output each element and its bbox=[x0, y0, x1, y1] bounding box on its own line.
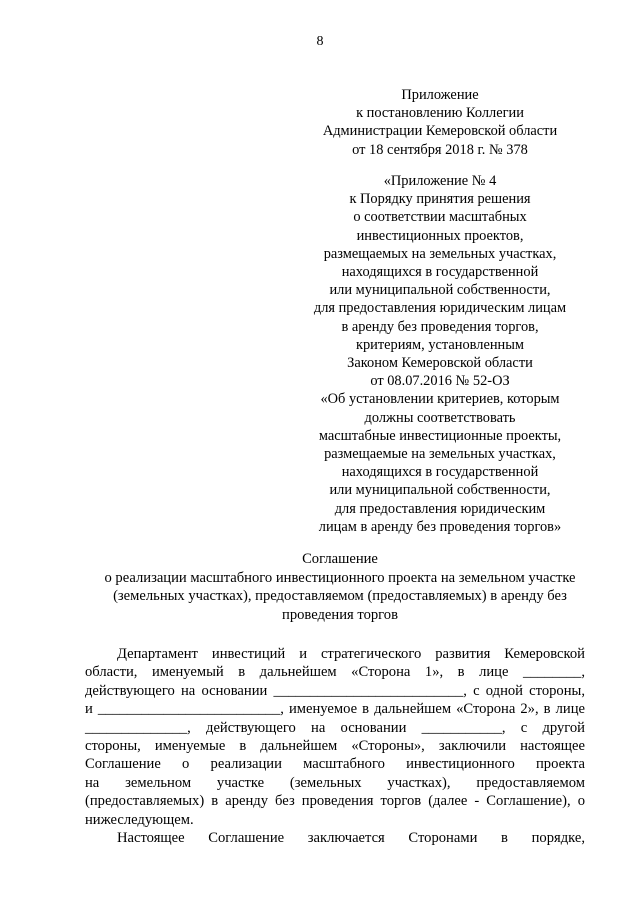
body-line: на земельном участке (земельных участках), предоставляемом bbox=[85, 774, 585, 791]
appendix-4-line: или муниципальной собственности, bbox=[329, 482, 551, 499]
appendix-header bbox=[290, 86, 590, 159]
appendix-4-line: масштабные инвестиционные проекты, bbox=[318, 427, 562, 444]
body-line: области, именуемый в дальнейшем «Сторона 1», в лице ________, bbox=[85, 664, 585, 681]
body-line: Департамент инвестиций и стратегического развития Кемеровской bbox=[117, 646, 585, 662]
agreement-title bbox=[80, 550, 600, 624]
agreement-title-line: (земельных участках), предоставляемом (предоставляемых) в аренду без bbox=[113, 588, 567, 604]
appendix-4-block bbox=[290, 172, 590, 536]
appendix-4-line: находящихся в государственной bbox=[341, 464, 539, 481]
appendix-4-line: размещаемые на земельных участках, bbox=[324, 446, 556, 463]
appendix-header-line: Приложение bbox=[401, 87, 479, 103]
body-line: ______________, действующего на основании ___________, с другой bbox=[85, 719, 585, 736]
appendix-4-line: для предоставления юридическим лицам bbox=[313, 300, 567, 317]
body-line: и _________________________, именуемое в дальнейшем «Сторона 2», в лице bbox=[85, 701, 585, 718]
body-line: нижеследующем. bbox=[85, 811, 194, 828]
appendix-4-line: «Об установлении критериев, которым bbox=[320, 391, 560, 408]
body-line: (предоставляемых) в аренду без проведения торгов (далее - Соглашение), о bbox=[85, 793, 585, 810]
appendix-4-line: о соответствии масштабных bbox=[353, 209, 527, 226]
appendix-4-line: Законом Кемеровской области bbox=[347, 355, 533, 372]
agreement-title-line: проведения торгов bbox=[282, 606, 398, 623]
agreement-title-line: о реализации масштабного инвестиционного проекта на земельном участке bbox=[104, 569, 576, 586]
agreement-body bbox=[85, 645, 585, 847]
appendix-header-line: к постановлению Коллегии bbox=[356, 105, 524, 122]
appendix-4-line: критериям, установленным bbox=[355, 336, 525, 353]
appendix-4-line: «Приложение № 4 bbox=[383, 173, 497, 189]
body-line: Соглашение о реализации масштабного инвестиционного проекта bbox=[85, 756, 585, 773]
appendix-4-line: размещаемых на земельных участках, bbox=[323, 245, 557, 262]
appendix-4-line: лицам в аренду без проведения торгов» bbox=[318, 518, 562, 535]
appendix-header-line: от 18 сентября 2018 г. № 378 bbox=[352, 141, 528, 158]
appendix-4-line: от 08.07.2016 № 52-ОЗ bbox=[370, 373, 510, 390]
body-line: действующего на основании __________________________, с одной стороны, bbox=[85, 682, 585, 699]
body-line: стороны, именуемые в дальнейшем «Стороны», заключили настоящее bbox=[85, 737, 585, 754]
agreement-title-line: Соглашение bbox=[302, 551, 378, 567]
appendix-4-line: к Порядку принятия решения bbox=[349, 191, 531, 208]
appendix-4-line: или муниципальной собственности, bbox=[329, 282, 551, 299]
body-line: Настоящее Соглашение заключается Сторонами в порядке, bbox=[117, 829, 585, 846]
appendix-header-line: Администрации Кемеровской области bbox=[322, 123, 558, 140]
appendix-4-line: должны соответствовать bbox=[364, 409, 516, 426]
appendix-4-line: в аренду без проведения торгов, bbox=[341, 318, 539, 335]
page-number: 8 bbox=[316, 34, 324, 49]
appendix-4-line: для предоставления юридическим bbox=[334, 500, 546, 517]
appendix-4-line: находящихся в государственной bbox=[341, 264, 539, 281]
appendix-4-line: инвестиционных проектов, bbox=[356, 227, 524, 244]
